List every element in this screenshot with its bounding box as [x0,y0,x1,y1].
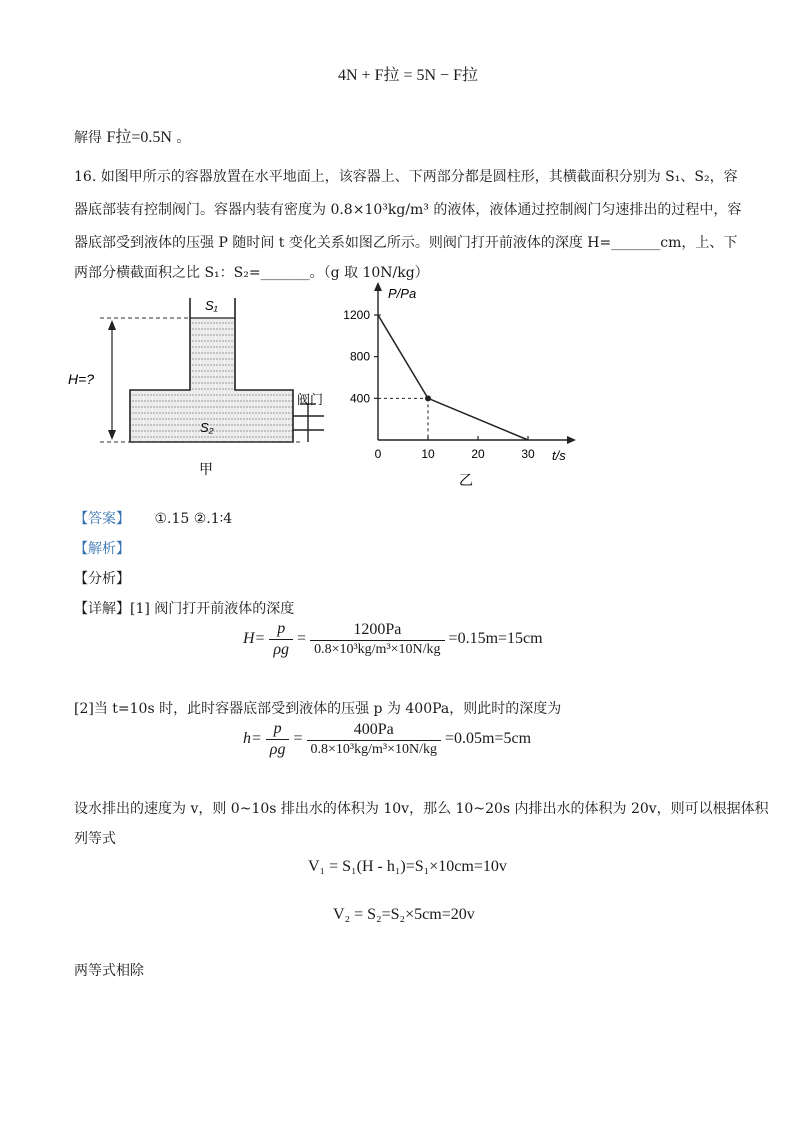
question-number: 16. [74,169,97,185]
x-tick-label-20: 20 [471,447,485,461]
upper-liquid [190,318,235,390]
question-line-1: 16. 如图甲所示的容器放置在水平地面上，该容器上、下两部分都是圆柱形，其横截面积分别为 S₁、S₂，容 [74,169,738,185]
y-tick-label-800: 800 [349,349,370,364]
detail-part1: 【详解】[1] 阀门打开前液体的深度 [74,601,295,617]
pressure-line [378,315,528,440]
figure-jia-container-diagram [60,290,330,490]
figure-yi-pressure-time-chart [330,280,590,490]
detail-tag: 【详解】 [74,601,130,617]
solve-prefix: 解得 [74,130,102,146]
last-line: 两等式相除 [74,963,144,979]
knee-point [425,395,431,401]
x-tick-label-0: 0 [374,447,382,461]
caption-jia: 甲 [199,461,213,477]
question-line-3: 器底部受到液体的压强 P 随时间 t 变化关系如图乙所示。则阀门打开前液体的深度 H=_______cm，上、下 [74,235,738,251]
detail-part2: [2]当 t=10s 时，此时容器底部受到液体的压强 p 为 400Pa，则此时的深度为 [74,701,562,717]
analysis-tag: 【解析】 [74,541,130,557]
solve-line [74,124,190,147]
label-valve: 阀门 [297,392,324,407]
paragraph-3-line-2: 列等式 [74,831,116,847]
label-s2: S₂ [200,420,214,435]
paragraph-3-line-1: 设水排出的速度为 v，则 0~10s 排出水的体积为 10v，那么 10~20s 内排出水的体积为 20v，则可以根据体积 [74,801,769,817]
x-tick-label-30: 30 [521,447,535,461]
y-tick-label-1200: 1200 [343,308,370,322]
solve-result: F拉=0.5N [106,129,172,146]
question-line-2: 器底部装有控制阀门。容器内装有密度为 0.8×10³kg/m³ 的液体，液体通过控制阀门匀速排出的过程中，容 [74,202,742,218]
answer-line [74,508,232,528]
x-axis-arrow [567,436,576,444]
y-axis-label: P/Pa [388,286,417,301]
label-s1: S₁ [205,298,218,313]
solve-suffix: 。 [176,130,191,146]
label-h: H=? [68,371,95,387]
equation-4: V₂ = S₂=S₂×5cm=20v [333,906,475,923]
x-tick-label-10: 10 [421,447,435,461]
question-line-4: 两部分横截面积之比 S₁：S₂=_______。（g 取 10N/kg） [74,265,429,281]
equation-1: H= $\frac{p}{\rho g}$ = $\frac{1200Pa}{\text{0.8×10³kg/m³×10N/kg}}$ =0.15m=15cm [243,620,543,658]
fenxi-tag: 【分析】 [74,571,130,587]
x-axis-label: t/s [552,448,566,463]
y-tick-label-400: 400 [349,391,370,406]
answer-text: ①.15 ②.1∶4 [154,511,233,527]
caption-yi: 乙 [459,472,473,488]
equation-2: h= $\frac{p}{\rho g}$ = $\frac{400Pa}{\text{0.8×10³kg/m³×10N/kg}}$ =0.05m=5cm [243,720,532,758]
top-equation: 4N + F拉 = 5N − F拉 [338,67,478,84]
equation-3: V₁ = S₁(H - h₁)=S₁×10cm=10v [308,858,507,875]
y-axis-arrow [374,282,382,291]
answer-tag: 【答案】 [74,511,130,527]
